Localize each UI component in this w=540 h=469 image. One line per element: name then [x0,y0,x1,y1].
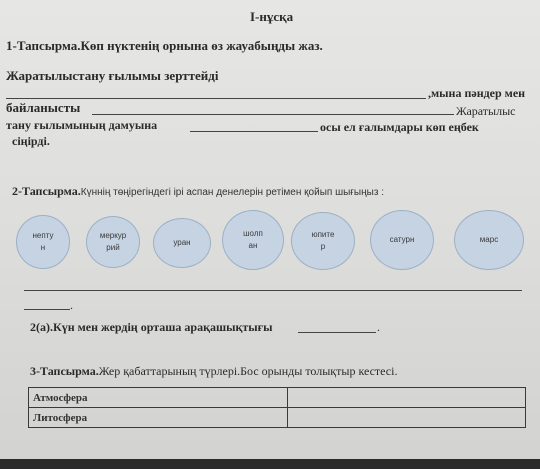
task2-title [12,184,384,199]
task1-blank-2[interactable] [92,114,454,115]
variant-title: I-нұсқа [250,9,294,24]
task2a-blank[interactable] [298,332,376,333]
planet-label-4: шолп ан [243,229,263,250]
planet-label-3: уран [173,238,191,247]
task1-line4: сіңірді. [12,134,50,148]
table-row [29,408,526,428]
task2-number: 2-Тапсырма. [12,184,81,198]
task1-line2-end: Жаратылыс [456,104,516,118]
planet-label-5: юпите р [311,230,335,251]
task1-line3-end: осы ел ғалымдары көп еңбек [320,120,479,134]
planet-circle-6[interactable] [370,210,434,270]
task1-line3-start: тану ғылымының дамуына [6,118,158,132]
task2-answer-line-1[interactable] [24,290,522,291]
task2-answer-end: . [70,298,73,312]
task2-instruction: Күннің төңірегіндегі ірі аспан денелерін ретімен қойып шығыңыз : [80,187,384,198]
task3-title [30,364,397,379]
task1-line1-end: ,мына пәндер мен [428,86,526,100]
earth-layers-table [28,387,526,428]
planet-label-6: сатурн [389,235,415,244]
planet-label-1: непту н [32,231,54,252]
layer-answer-cell[interactable] [288,388,526,408]
task1-topic: Жаратылыстану ғылымы зерттейді [6,68,219,83]
planet-label-2: меркур рий [99,231,127,252]
planet-circle-7[interactable] [454,210,524,270]
planet-label-7: марс [479,235,499,244]
task1-title: 1-Тапсырма.Көп нүктенің орнына өз жауабыңды жаз. [6,38,323,53]
planet-circle-3[interactable] [153,218,211,268]
planet-circle-2[interactable] [86,216,140,268]
layer-name-cell: Атмосфера [29,388,288,408]
task2a-end: . [377,320,380,334]
task1-blank-1[interactable] [6,98,426,99]
task1-line2-start: байланысты [6,100,81,115]
planet-circle-4[interactable] [222,210,284,270]
task2a-question: 2(а).Күн мен жердің орташа арақашықтығы [30,320,273,334]
task2-answer-line-2[interactable] [24,309,70,310]
task3-instruction: Жер қабаттарының түрлері.Бос орынды толықтыр кестесі. [98,364,398,378]
photo-bottom-edge [0,459,540,469]
layer-answer-cell[interactable] [288,408,526,428]
task3-number: 3-Тапсырма. [30,364,99,378]
planet-circle-5[interactable] [291,212,355,270]
task1-blank-3[interactable] [190,131,318,132]
table-row [29,388,526,408]
planet-circle-1[interactable] [16,215,70,269]
layer-name-cell: Литосфера [29,408,288,428]
